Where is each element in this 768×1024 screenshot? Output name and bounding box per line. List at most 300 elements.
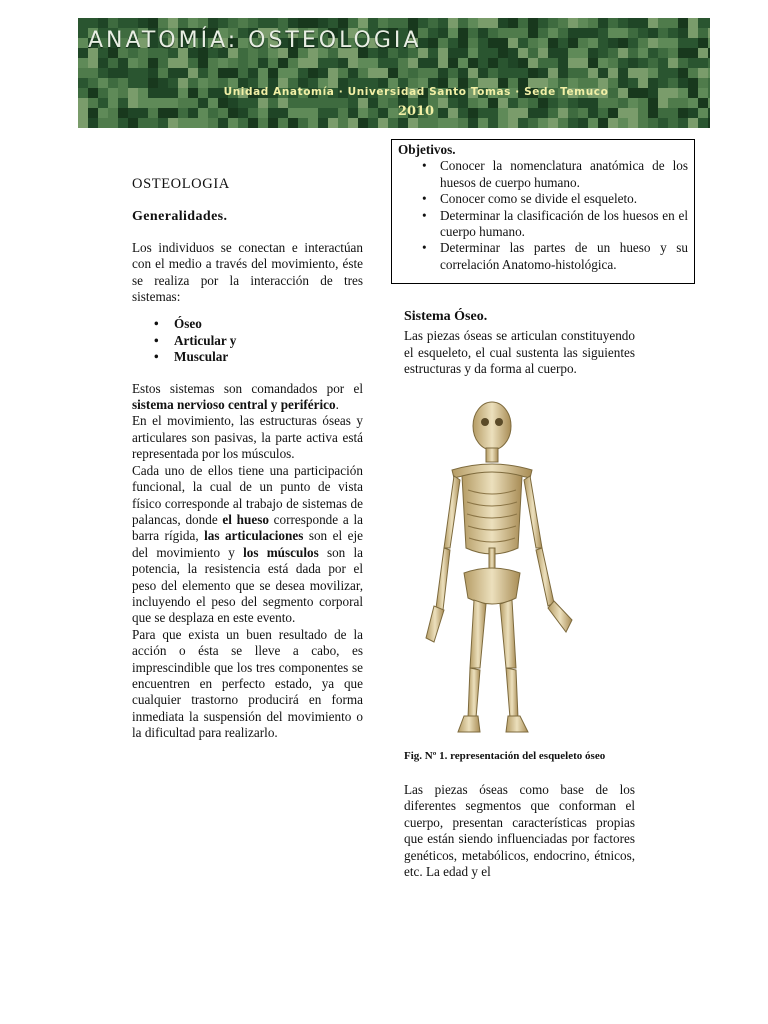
banner-title: ANATOMÍA: OSTEOLOGIA	[88, 28, 422, 53]
mosaic-tile	[98, 18, 108, 28]
mosaic-tile	[428, 48, 438, 58]
mosaic-tile	[708, 18, 710, 28]
mosaic-tile	[558, 18, 568, 28]
mosaic-tile	[588, 38, 598, 48]
mosaic-tile	[188, 58, 198, 68]
mosaic-tile	[218, 68, 228, 78]
mosaic-tile	[498, 68, 508, 78]
mosaic-tile	[648, 58, 658, 68]
mosaic-tile	[568, 58, 578, 68]
mosaic-tile	[688, 118, 698, 128]
mosaic-tile	[278, 18, 288, 28]
mosaic-tile	[618, 58, 628, 68]
mosaic-tile	[568, 38, 578, 48]
mosaic-tile	[488, 68, 498, 78]
mosaic-tile	[318, 18, 328, 28]
mosaic-tile	[688, 18, 698, 28]
mosaic-tile	[448, 118, 458, 128]
mosaic-tile	[218, 18, 228, 28]
mosaic-tile	[648, 38, 658, 48]
mosaic-tile	[588, 18, 598, 28]
mosaic-tile	[348, 18, 358, 28]
section-heading-generalidades: Generalidades.	[132, 209, 228, 225]
mosaic-tile	[448, 48, 458, 58]
mosaic-tile	[488, 28, 498, 38]
mosaic-tile	[498, 48, 508, 58]
mosaic-tile	[548, 58, 558, 68]
mosaic-tile	[628, 68, 638, 78]
mosaic-tile	[368, 68, 378, 78]
section-heading-sistema-oseo: Sistema Óseo.	[404, 309, 488, 324]
mosaic-tile	[358, 18, 368, 28]
mosaic-tile	[298, 58, 308, 68]
mosaic-tile	[628, 118, 638, 128]
mosaic-tile	[228, 18, 238, 28]
mosaic-tile	[298, 68, 308, 78]
mosaic-tile	[328, 18, 338, 28]
mosaic-tile	[678, 18, 688, 28]
mosaic-tile	[458, 48, 468, 58]
mosaic-tile	[608, 28, 618, 38]
mosaic-tile	[268, 58, 278, 68]
mosaic-tile	[538, 58, 548, 68]
mosaic-tile	[418, 18, 428, 28]
mosaic-tile	[668, 68, 678, 78]
mosaic-tile	[538, 18, 548, 28]
mosaic-tile	[378, 68, 388, 78]
mosaic-tile	[468, 68, 478, 78]
mosaic-tile	[338, 68, 348, 78]
mosaic-tile	[568, 48, 578, 58]
mosaic-tile	[508, 58, 518, 68]
mosaic-tile	[688, 28, 698, 38]
mosaic-tile	[98, 68, 108, 78]
mosaic-tile	[618, 48, 628, 58]
mosaic-tile	[458, 28, 468, 38]
mosaic-tile	[528, 28, 538, 38]
mosaic-tile	[158, 68, 168, 78]
mosaic-tile	[188, 118, 198, 128]
mosaic-tile	[138, 118, 148, 128]
mosaic-tile	[108, 68, 118, 78]
mosaic-tile	[188, 18, 198, 28]
mosaic-tile	[408, 68, 418, 78]
mosaic-tile	[498, 18, 508, 28]
mosaic-tile	[368, 18, 378, 28]
mosaic-tile	[658, 38, 668, 48]
mosaic-tile	[438, 48, 448, 58]
mosaic-tile	[488, 48, 498, 58]
mosaic-tile	[658, 18, 668, 28]
mosaic-tile	[178, 58, 188, 68]
mosaic-tile	[228, 68, 238, 78]
mosaic-tile	[148, 118, 158, 128]
mosaic-tile	[688, 48, 698, 58]
mosaic-tile	[418, 68, 428, 78]
mosaic-tile	[198, 68, 208, 78]
mosaic-tile	[248, 118, 258, 128]
mosaic-tile	[578, 118, 588, 128]
mosaic-tile	[698, 38, 708, 48]
mosaic-tile	[168, 68, 178, 78]
mosaic-tile	[168, 58, 178, 68]
mosaic-tile	[668, 48, 678, 58]
mosaic-tile	[658, 28, 668, 38]
mosaic-tile	[668, 28, 678, 38]
mosaic-tile	[148, 68, 158, 78]
mosaic-tile	[468, 18, 478, 28]
mosaic-tile	[478, 28, 488, 38]
mosaic-tile	[118, 58, 128, 68]
mosaic-tile	[468, 38, 478, 48]
left-column	[132, 176, 363, 742]
mosaic-tile	[288, 58, 298, 68]
mosaic-tile	[628, 18, 638, 28]
mosaic-tile	[598, 28, 608, 38]
objectives-box	[391, 139, 695, 284]
mosaic-tile	[708, 28, 710, 38]
mosaic-tile	[78, 18, 88, 28]
mosaic-tile	[658, 68, 668, 78]
mosaic-tile	[478, 48, 488, 58]
mosaic-tile	[518, 28, 528, 38]
banner-subtitle: Unidad Anatomía · Universidad Santo Tomas · Sede Temuco	[223, 86, 609, 98]
mosaic-tile	[708, 48, 710, 58]
mosaic-tile	[258, 58, 268, 68]
mosaic-tile	[608, 48, 618, 58]
mosaic-tile	[178, 68, 188, 78]
mosaic-tile	[198, 118, 208, 128]
mosaic-tile	[478, 68, 488, 78]
mosaic-tile	[638, 68, 648, 78]
mosaic-tile	[558, 118, 568, 128]
mosaic-tile	[318, 68, 328, 78]
mosaic-tile	[708, 68, 710, 78]
mosaic-tile	[598, 38, 608, 48]
mosaic-tile	[588, 58, 598, 68]
mosaic-tile	[378, 58, 388, 68]
mosaic-tile	[498, 58, 508, 68]
document-title: OSTEOLOGIA	[132, 176, 230, 192]
mosaic-tile	[528, 38, 538, 48]
mosaic-tile	[508, 118, 518, 128]
mosaic-tile	[348, 118, 358, 128]
mosaic-tile	[528, 58, 538, 68]
mosaic-tile	[328, 68, 338, 78]
mosaic-tile	[158, 58, 168, 68]
mosaic-tile	[658, 48, 668, 58]
mosaic-tile	[488, 18, 498, 28]
mosaic-tile	[538, 48, 548, 58]
mosaic-tile	[448, 58, 458, 68]
mosaic-tile	[238, 58, 248, 68]
mosaic-tile	[138, 68, 148, 78]
mosaic-tile	[588, 118, 598, 128]
mosaic-tile	[398, 118, 408, 128]
mosaic-tile	[588, 68, 598, 78]
mosaic-tile	[478, 118, 488, 128]
mosaic-tile	[308, 118, 318, 128]
mosaic-tile	[88, 68, 98, 78]
mosaic-tile	[408, 118, 418, 128]
mosaic-tile	[108, 18, 118, 28]
mosaic-tile	[568, 18, 578, 28]
mosaic-tile	[268, 18, 278, 28]
paragraph-result: Para que exista un buen resultado de la acción o ésta se lleve a cabo, es imprescindible que los tres componentes se encuentren en perfecto estado, ya que cualquier trastorno producirá en forma inmediata la suspensión del movimiento o la dificultad para realizarlo.	[132, 626, 363, 741]
mosaic-tile	[448, 68, 458, 78]
mosaic-tile	[518, 68, 528, 78]
mosaic-tile	[618, 28, 628, 38]
mosaic-tile	[468, 58, 478, 68]
mosaic-tile	[348, 68, 358, 78]
mosaic-tile	[438, 58, 448, 68]
mosaic-tile	[198, 18, 208, 28]
paragraph-passive-structures: En el movimiento, las estructuras óseas y articulares son pasivas, la parte activa está representada por los músculos.	[132, 413, 363, 462]
right-column-top	[404, 309, 635, 378]
mosaic-tile	[508, 68, 518, 78]
mosaic-tile	[498, 28, 508, 38]
mosaic-tile	[118, 118, 128, 128]
mosaic-tile	[318, 118, 328, 128]
mosaic-tile	[288, 68, 298, 78]
mosaic-tile	[248, 18, 258, 28]
mosaic-tile	[638, 28, 648, 38]
mosaic-tile	[518, 18, 528, 28]
mosaic-tile	[428, 118, 438, 128]
mosaic-tile	[538, 118, 548, 128]
mosaic-tile	[668, 18, 678, 28]
mosaic-tile	[208, 118, 218, 128]
mosaic-tile	[208, 58, 218, 68]
mosaic-tile	[378, 18, 388, 28]
mosaic-tile	[138, 58, 148, 68]
systems-list	[132, 316, 363, 365]
mosaic-tile	[168, 118, 178, 128]
mosaic-tile	[708, 118, 710, 128]
mosaic-tile	[458, 38, 468, 48]
mosaic-tile	[218, 58, 228, 68]
mosaic-tile	[438, 28, 448, 38]
mosaic-tile	[358, 68, 368, 78]
header-banner	[78, 18, 710, 128]
mosaic-tile	[688, 68, 698, 78]
mosaic-tile	[138, 18, 148, 28]
mosaic-tile	[398, 58, 408, 68]
sistema-oseo-paragraph: Las piezas óseas se articulan constituyendo el esqueleto, el cual sustenta las siguientes estructuras y da forma al cuerpo.	[404, 328, 635, 377]
mosaic-tile	[238, 118, 248, 128]
mosaic-tile	[598, 58, 608, 68]
mosaic-tile	[338, 118, 348, 128]
mosaic-tile	[708, 38, 710, 48]
mosaic-tile	[638, 48, 648, 58]
mosaic-tile	[78, 48, 88, 58]
objective-item: • Conocer la nomenclatura anatómica de los huesos de cuerpo humano.	[440, 158, 688, 191]
mosaic-tile	[558, 38, 568, 48]
mosaic-tile	[218, 118, 228, 128]
mosaic-tile	[638, 38, 648, 48]
mosaic-tile	[568, 118, 578, 128]
mosaic-tile	[208, 18, 218, 28]
mosaic-tile	[678, 118, 688, 128]
mosaic-tile	[428, 38, 438, 48]
mosaic-tile	[708, 58, 710, 68]
mosaic-tile	[148, 18, 158, 28]
mosaic-tile	[698, 58, 708, 68]
mosaic-tile	[598, 48, 608, 58]
mosaic-tile	[678, 68, 688, 78]
mosaic-tile	[198, 58, 208, 68]
mosaic-tile	[508, 28, 518, 38]
mosaic-tile	[618, 68, 628, 78]
mosaic-tile	[408, 18, 418, 28]
mosaic-tile	[78, 58, 88, 68]
mosaic-tile	[338, 58, 348, 68]
mosaic-tile	[478, 18, 488, 28]
mosaic-tile	[328, 118, 338, 128]
mosaic-tile	[308, 58, 318, 68]
mosaic-tile	[368, 58, 378, 68]
mosaic-tile	[698, 18, 708, 28]
mosaic-tile	[698, 28, 708, 38]
mosaic-tile	[438, 68, 448, 78]
mosaic-tile	[428, 68, 438, 78]
mosaic-tile	[668, 58, 678, 68]
mosaic-tile	[368, 118, 378, 128]
mosaic-tile	[518, 58, 528, 68]
mosaic-tile	[418, 58, 428, 68]
mosaic-tile	[678, 58, 688, 68]
mosaic-tile	[118, 68, 128, 78]
banner-year: 2010	[397, 104, 435, 119]
mosaic-tile	[468, 48, 478, 58]
mosaic-tile	[478, 58, 488, 68]
objectives-heading: Objetivos.	[398, 142, 456, 157]
mosaic-tile	[448, 28, 458, 38]
mosaic-tile	[98, 58, 108, 68]
mosaic-tile	[438, 118, 448, 128]
mosaic-tile	[688, 58, 698, 68]
mosaic-tile	[128, 18, 138, 28]
mosaic-tile	[448, 38, 458, 48]
mosaic-tile	[428, 28, 438, 38]
mosaic-tile	[698, 68, 708, 78]
mosaic-tile	[238, 18, 248, 28]
mosaic-tile	[128, 118, 138, 128]
mosaic-tile	[458, 18, 468, 28]
mosaic-tile	[648, 28, 658, 38]
mosaic-tile	[598, 118, 608, 128]
mosaic-tile	[648, 118, 658, 128]
mosaic-tile	[298, 118, 308, 128]
mosaic-tile	[438, 38, 448, 48]
mosaic-tile	[178, 18, 188, 28]
mosaic-tile	[408, 58, 418, 68]
mosaic-tile	[548, 48, 558, 58]
mosaic-tile	[288, 118, 298, 128]
mosaic-tile	[118, 18, 128, 28]
mosaic-tile	[468, 118, 478, 128]
intro-paragraph: Los individuos se conectan e interactúan con el medio a través del movimiento, éste se realiza por la interacción de tres sistemas:	[132, 239, 363, 305]
mosaic-tile	[648, 68, 658, 78]
mosaic-tile	[348, 58, 358, 68]
mosaic-tile	[388, 58, 398, 68]
mosaic-tile	[568, 68, 578, 78]
mosaic-tile	[698, 48, 708, 58]
mosaic-tile	[498, 38, 508, 48]
mosaic-tile	[548, 18, 558, 28]
mosaic-tile	[388, 68, 398, 78]
mosaic-tile	[488, 118, 498, 128]
mosaic-tile	[278, 68, 288, 78]
mosaic-tile	[358, 118, 368, 128]
mosaic-tile	[658, 118, 668, 128]
mosaic-tile	[658, 58, 668, 68]
mosaic-tile	[618, 18, 628, 28]
mosaic-tile	[568, 28, 578, 38]
mosaic-tile	[428, 18, 438, 28]
mosaic-tile	[78, 28, 88, 38]
mosaic-tile	[378, 118, 388, 128]
mosaic-tile	[418, 118, 428, 128]
mosaic-tile	[248, 68, 258, 78]
mosaic-tile	[548, 118, 558, 128]
mosaic-tile	[88, 18, 98, 28]
mosaic-tile	[608, 58, 618, 68]
figure-caption: Fig. Nº 1. representación del esqueleto óseo	[404, 750, 606, 762]
mosaic-tile	[388, 18, 398, 28]
mosaic-tile	[578, 58, 588, 68]
mosaic-tile	[98, 118, 108, 128]
mosaic-tile	[558, 68, 568, 78]
mosaic-tile	[518, 38, 528, 48]
mosaic-tile	[578, 68, 588, 78]
mosaic-tile	[308, 18, 318, 28]
mosaic-tile	[558, 58, 568, 68]
mosaic-tile	[158, 118, 168, 128]
mosaic-tile	[608, 118, 618, 128]
mosaic-tile	[578, 18, 588, 28]
skeleton-figure	[404, 398, 604, 743]
system-item: • Muscular	[174, 349, 363, 365]
mosaic-tile	[608, 18, 618, 28]
mosaic-tile	[438, 18, 448, 28]
mosaic-tile	[108, 58, 118, 68]
mosaic-tile	[278, 118, 288, 128]
mosaic-tile	[468, 28, 478, 38]
mosaic-tile	[128, 68, 138, 78]
mosaic-tile	[698, 118, 708, 128]
objective-item: • Determinar las partes de un hueso y su correlación Anatomo-histológica.	[440, 240, 688, 273]
mosaic-tile	[298, 18, 308, 28]
mosaic-tile	[268, 68, 278, 78]
mosaic-tile	[308, 68, 318, 78]
mosaic-tile	[188, 68, 198, 78]
mosaic-tile	[78, 38, 88, 48]
mosaic-tile	[168, 18, 178, 28]
mosaic-tile	[508, 48, 518, 58]
mosaic-tile	[388, 118, 398, 128]
mosaic-tile	[628, 58, 638, 68]
mosaic-tile	[268, 118, 278, 128]
mosaic-tile	[678, 38, 688, 48]
mosaic-tile	[258, 68, 268, 78]
mosaic-tile	[318, 58, 328, 68]
mosaic-tile	[528, 118, 538, 128]
mosaic-tile	[148, 58, 158, 68]
mosaic-tile	[558, 48, 568, 58]
mosaic-tile	[88, 118, 98, 128]
mosaic-tile	[648, 48, 658, 58]
